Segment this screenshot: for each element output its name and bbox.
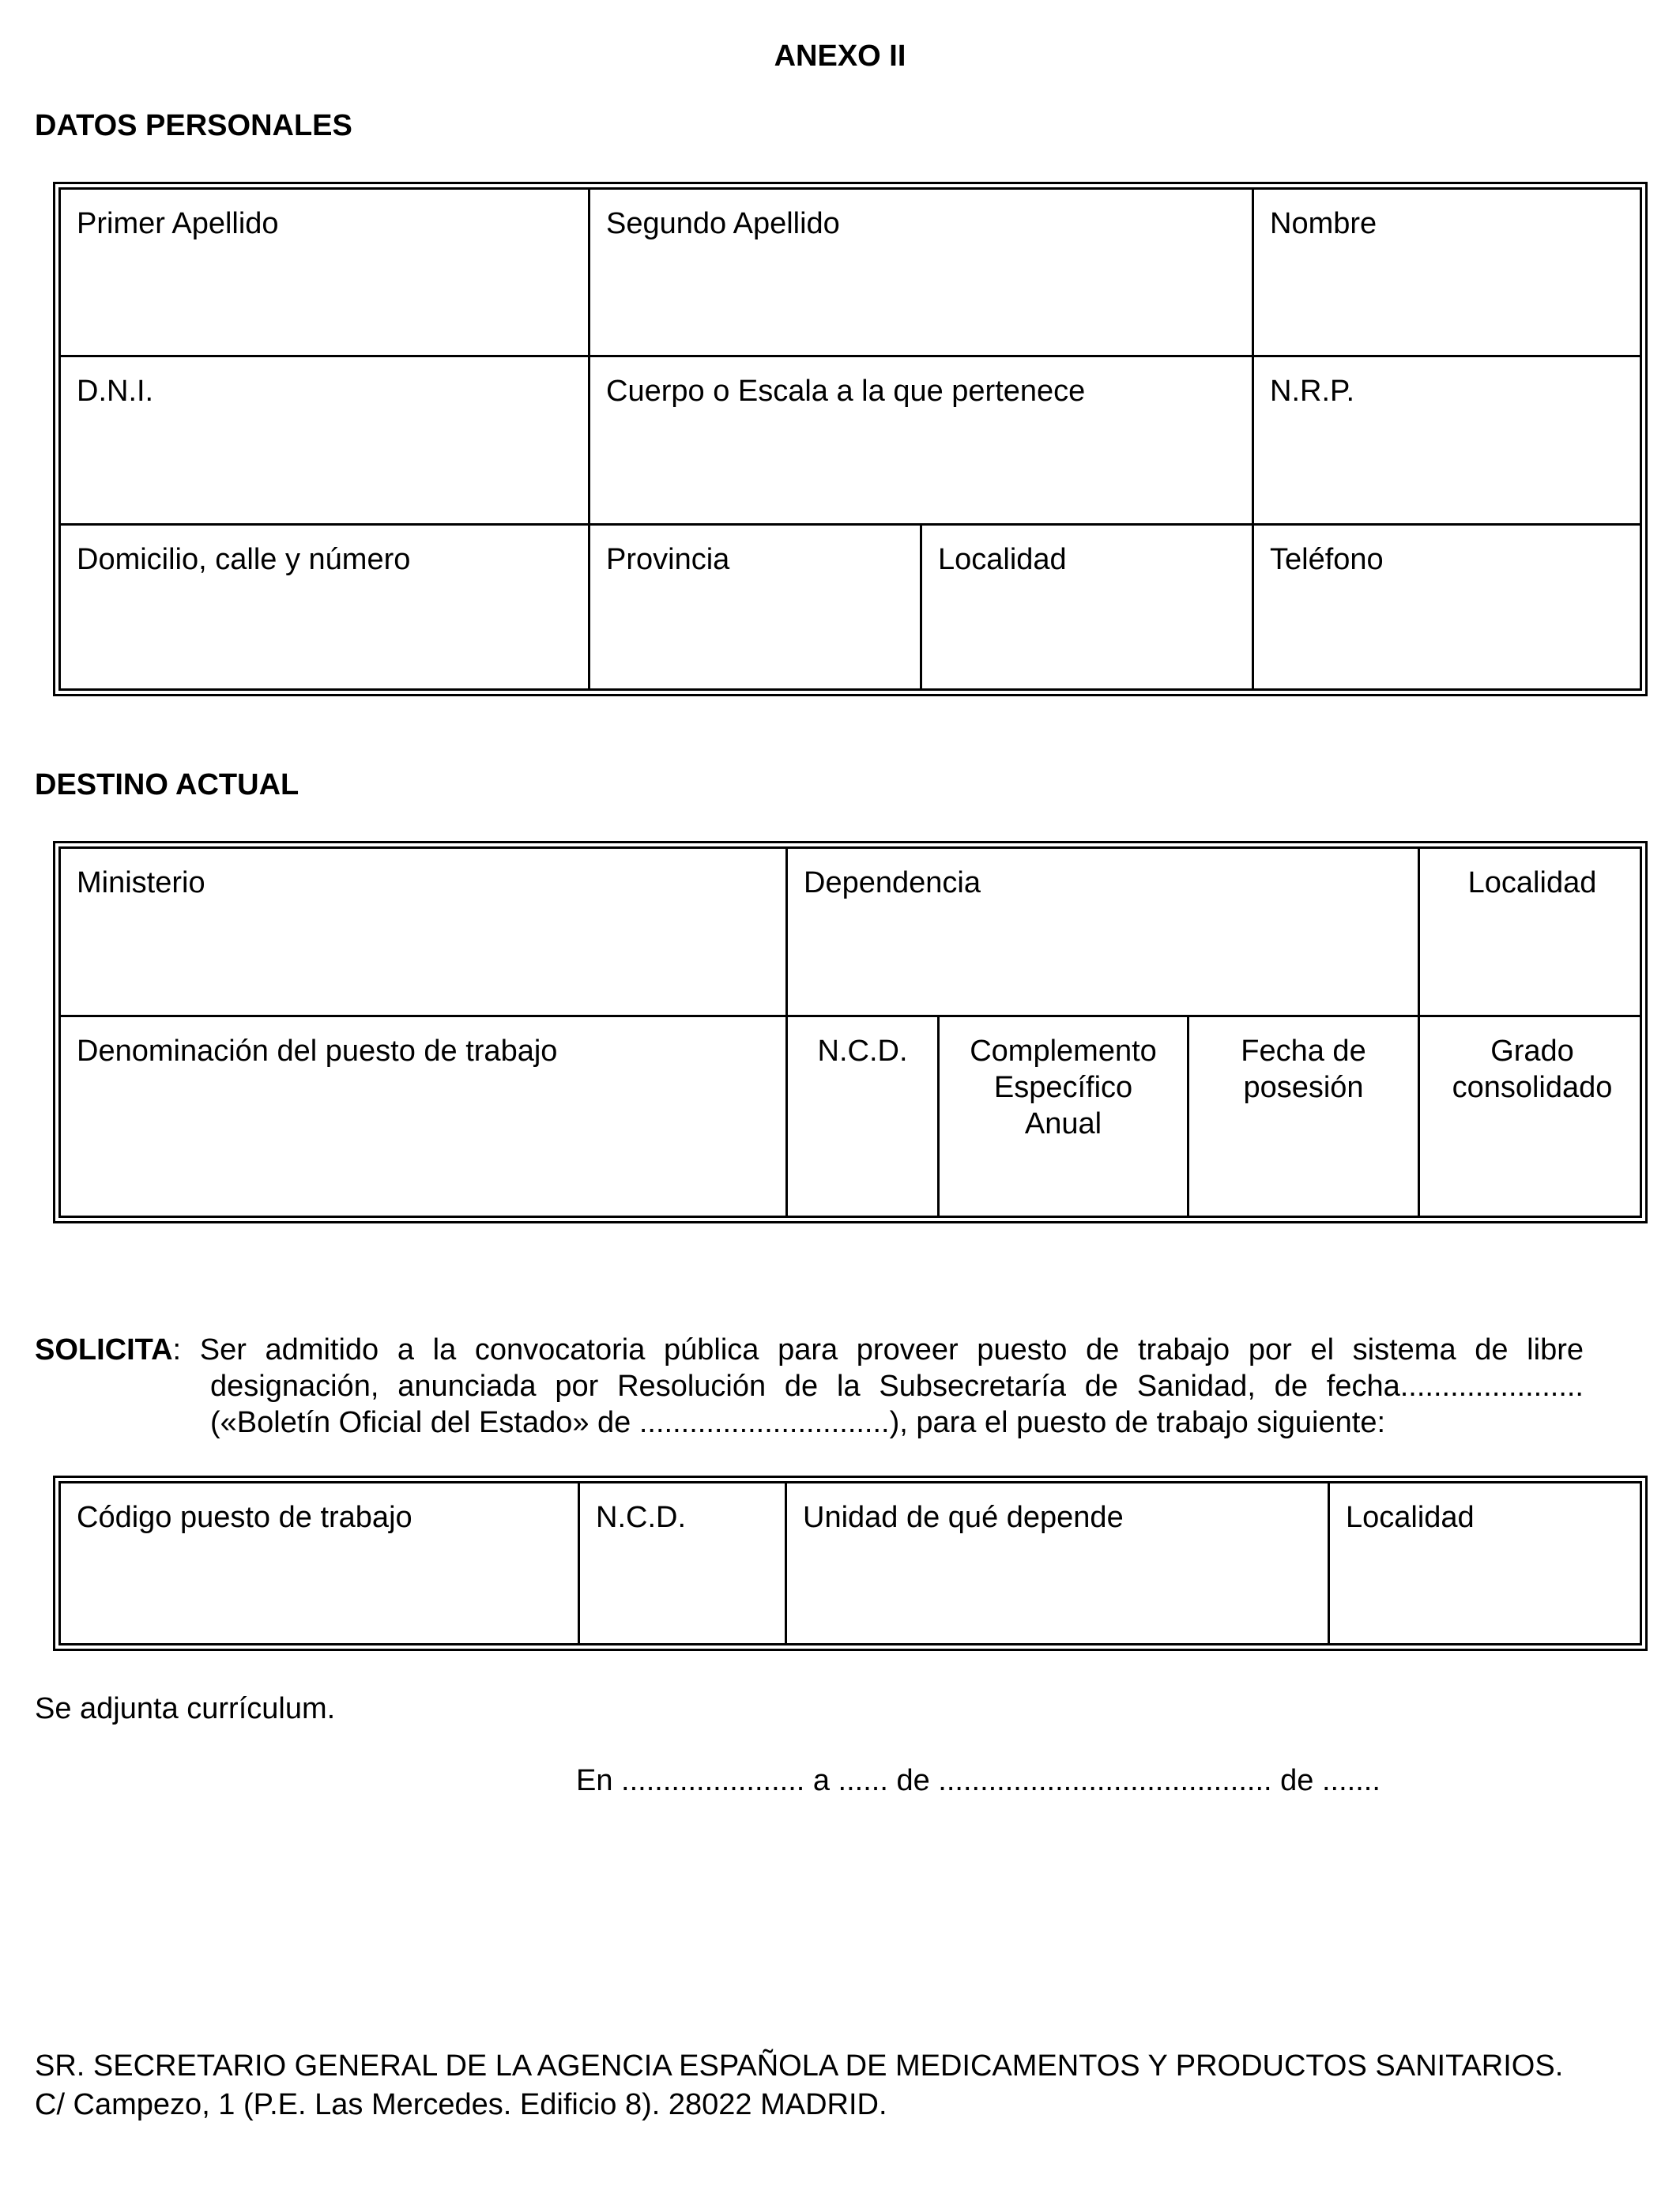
field-fecha-posesion[interactable] (1189, 1017, 1418, 1216)
field-provincia[interactable] (590, 526, 920, 692)
datos-personales-table (53, 182, 1648, 696)
field-label: Código puesto de trabajo (77, 1501, 412, 1534)
field-label-line: Complemento (970, 1035, 1157, 1068)
field-label: Ministerio (77, 866, 205, 899)
field-localidad-solicitado[interactable] (1330, 1483, 1644, 1645)
field-label: N.R.P. (1270, 375, 1355, 408)
field-label: Nombre (1270, 207, 1377, 240)
field-label: N.C.D. (817, 1035, 908, 1068)
destinatario-line-1: SR. SECRETARIO GENERAL DE LA AGENCIA ESPAÑOLA DE MEDICAMENTOS Y PRODUCTOS SANITARIOS. (35, 2049, 1564, 2083)
field-domicilio[interactable] (61, 526, 588, 692)
field-label-line: Específico (993, 1071, 1133, 1104)
field-label-line: posesión (1243, 1071, 1364, 1104)
field-denominacion-puesto[interactable] (61, 1017, 785, 1216)
field-ministerio[interactable] (61, 849, 785, 1015)
field-localidad[interactable] (922, 526, 1252, 692)
field-label: Primer Apellido (77, 207, 279, 240)
field-nrp[interactable] (1254, 357, 1641, 523)
field-label-line: Anual (1024, 1107, 1102, 1140)
field-unidad-depende[interactable] (787, 1483, 1328, 1645)
field-label: Localidad (938, 543, 1067, 576)
section-heading-destino-actual: DESTINO ACTUAL (35, 768, 299, 801)
solicita-line-2: designación, anunciada por Resolución de la Subsecretaría de Sanidad, de fecha...................... (210, 1370, 1584, 1403)
field-segundo-apellido[interactable] (590, 190, 1252, 355)
field-label: D.N.I. (77, 375, 154, 408)
field-cuerpo-escala[interactable] (590, 357, 1252, 523)
field-label: Unidad de qué depende (803, 1501, 1124, 1534)
field-label: Cuerpo o Escala a la que pertenece (606, 375, 1086, 408)
field-complemento-especifico[interactable] (940, 1017, 1187, 1216)
solicita-text-1: Ser admitido a la convocatoria pública para proveer puesto de trabajo por el sistema de libre (199, 1333, 1584, 1367)
solicita-label: SOLICITA (35, 1333, 173, 1367)
lugar-fecha-line: En ...................... a ...... de ........................................ de ....... (576, 1764, 1381, 1797)
destino-actual-table (53, 841, 1648, 1223)
field-label: Domicilio, calle y número (77, 543, 411, 576)
field-label: Localidad (1467, 866, 1597, 899)
field-ncd[interactable] (788, 1017, 937, 1216)
puesto-solicitado-table (53, 1476, 1648, 1651)
section-heading-datos-personales: DATOS PERSONALES (35, 109, 352, 142)
field-codigo-puesto[interactable] (61, 1483, 578, 1645)
field-label: Denominación del puesto de trabajo (77, 1035, 558, 1068)
document-title: ANEXO II (774, 40, 906, 73)
field-label: Segundo Apellido (606, 207, 840, 240)
field-label: Teléfono (1270, 543, 1384, 576)
field-dni[interactable] (61, 357, 588, 523)
field-label-line: consolidado (1452, 1071, 1613, 1104)
destinatario-line-2: C/ Campezo, 1 (P.E. Las Mercedes. Edificio 8). 28022 MADRID. (35, 2088, 887, 2121)
adjunta-curriculum-text: Se adjunta currículum. (35, 1692, 336, 1725)
field-label: Localidad (1346, 1501, 1475, 1534)
field-ncd-solicitado[interactable] (580, 1483, 785, 1645)
field-dependencia[interactable] (788, 849, 1418, 1015)
field-primer-apellido[interactable] (61, 190, 588, 355)
solicita-colon: : (172, 1333, 182, 1367)
field-telefono[interactable] (1254, 526, 1641, 692)
solicita-line-1 (35, 1332, 1584, 1368)
field-label-line: Grado (1490, 1035, 1574, 1068)
field-nombre[interactable] (1254, 190, 1641, 355)
field-label: N.C.D. (596, 1501, 686, 1534)
field-grado-consolidado[interactable] (1420, 1017, 1644, 1216)
solicita-line-3: («Boletín Oficial del Estado» de ..............................), para el puesto de trabajo siguiente: (210, 1406, 1386, 1439)
field-label: Dependencia (804, 866, 981, 899)
field-label: Provincia (606, 543, 730, 576)
field-localidad-destino[interactable] (1420, 849, 1644, 1015)
field-label-line: Fecha de (1241, 1035, 1366, 1068)
